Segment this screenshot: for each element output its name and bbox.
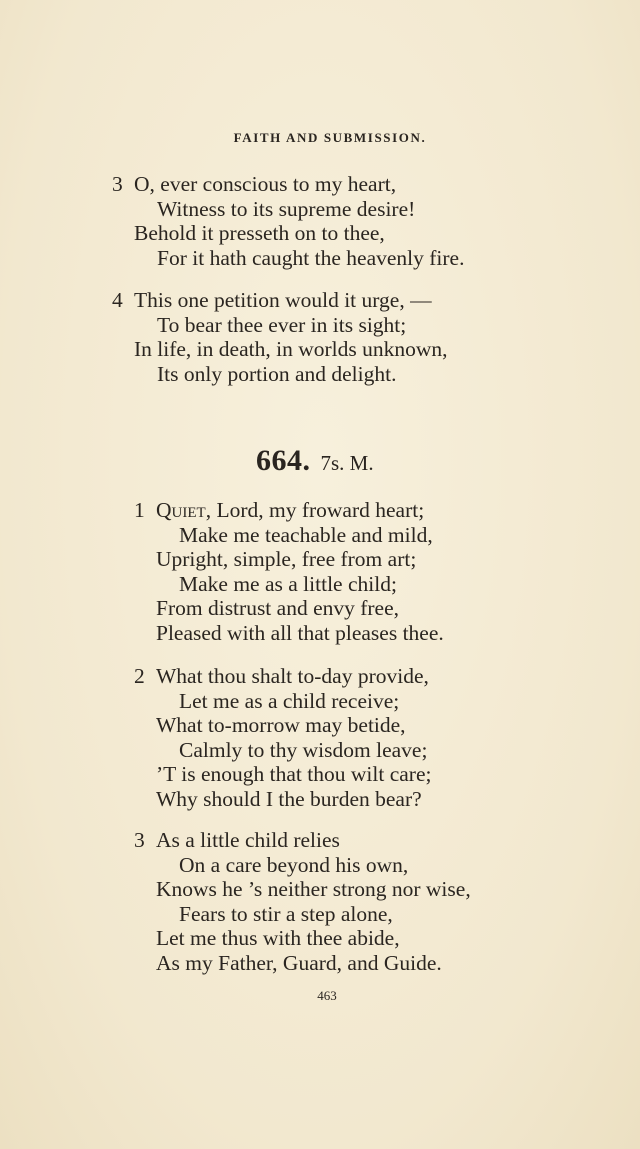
stanza-line: 3 As a little child relies [134, 828, 340, 852]
stanza-line: Pleased with all that pleases thee. [156, 620, 444, 645]
prev-hymn-stanza-4 [112, 288, 448, 386]
stanza-line: Why should I the burden bear? [156, 786, 422, 811]
hymn-stanza-3 [134, 828, 471, 975]
stanza-line: Its only portion and delight. [157, 361, 397, 386]
stanza-line: What to-morrow may betide, [156, 713, 406, 737]
stanza-line: On a care beyond his own, [179, 852, 409, 877]
stanza-line: ’T is enough that thou wilt care; [156, 762, 432, 786]
stanza-number: 3 [112, 172, 123, 196]
hymn-stanza-2 [134, 664, 432, 811]
stanza-number: 4 [112, 288, 123, 312]
stanza-line: Make me teachable and mild, [179, 522, 433, 547]
hymn-meter: 7s. M. [320, 451, 374, 475]
stanza-number: 3 [134, 828, 145, 852]
hymn-heading [256, 444, 374, 478]
first-word: Quiet [156, 498, 206, 522]
stanza-line: 2 What thou shalt to-day provide, [134, 664, 429, 688]
prev-hymn-stanza-3 [112, 172, 465, 270]
stanza-line: Fears to stir a step alone, [179, 901, 393, 926]
stanza-line: Calmly to thy wisdom leave; [179, 737, 428, 762]
running-head: FAITH AND SUBMISSION. [233, 130, 427, 145]
stanza-line: Make me as a little child; [179, 571, 397, 596]
stanza-line: Knows he ’s neither strong nor wise, [156, 877, 471, 901]
stanza-line: Witness to its supreme desire! [157, 196, 416, 221]
hymn-stanza-1 [134, 498, 444, 645]
stanza-line: Behold it presseth on to thee, [134, 221, 385, 245]
stanza-line: As my Father, Guard, and Guide. [156, 950, 442, 975]
stanza-number: 1 [134, 498, 145, 522]
stanza-line: 4 This one petition would it urge, — [112, 288, 432, 312]
stanza-line: Let me as a child receive; [179, 688, 400, 713]
stanza-line: For it hath caught the heavenly fire. [157, 245, 465, 270]
page-number: 463 [317, 988, 337, 1003]
stanza-line: In life, in death, in worlds unknown, [134, 337, 448, 361]
stanza-line: From distrust and envy free, [156, 596, 400, 620]
stanza-line: 1 Quiet, Lord, my froward heart; [134, 498, 425, 522]
stanza-line: Let me thus with thee abide, [156, 926, 400, 950]
stanza-line: To bear thee ever in its sight; [157, 312, 407, 337]
stanza-number: 2 [134, 664, 145, 688]
hymn-number: 664. [256, 444, 311, 477]
stanza-line: Upright, simple, free from art; [156, 547, 417, 571]
stanza-line: 3 O, ever conscious to my heart, [112, 172, 397, 196]
